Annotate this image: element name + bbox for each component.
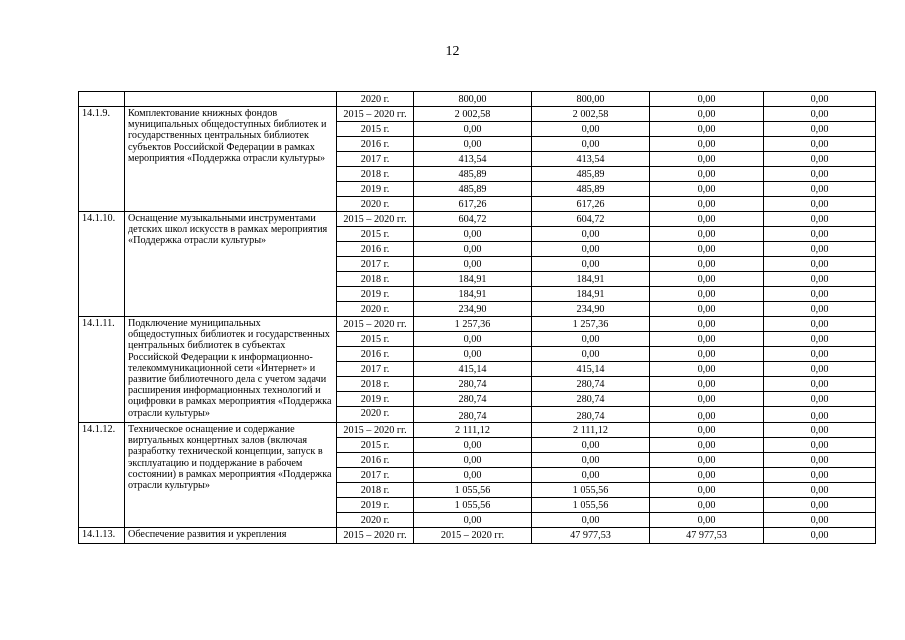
value-cell: 0,00 bbox=[414, 438, 532, 453]
value-cell: 0,00 bbox=[764, 182, 876, 197]
value-cell: 0,00 bbox=[414, 227, 532, 242]
value-cell: 0,00 bbox=[764, 272, 876, 287]
value-cell: 1 257,36 bbox=[414, 317, 532, 332]
value-cell: 0,00 bbox=[764, 197, 876, 212]
value-cell: 617,26 bbox=[414, 197, 532, 212]
value-cell: 0,00 bbox=[764, 347, 876, 362]
value-cell: 0,00 bbox=[414, 513, 532, 528]
year-cell: 2020 г. bbox=[337, 407, 414, 423]
value-cell: 485,89 bbox=[532, 182, 650, 197]
value-cell: 0,00 bbox=[650, 302, 764, 317]
value-cell: 0,00 bbox=[650, 407, 764, 423]
value-cell: 0,00 bbox=[650, 227, 764, 242]
value-cell: 0,00 bbox=[764, 167, 876, 182]
value-cell: 2 111,12 bbox=[532, 423, 650, 438]
value-cell: 0,00 bbox=[414, 332, 532, 347]
value-cell: 1 055,56 bbox=[414, 498, 532, 513]
value-cell: 0,00 bbox=[532, 513, 650, 528]
value-cell: 280,74 bbox=[414, 407, 532, 423]
value-cell: 0,00 bbox=[650, 182, 764, 197]
value-cell: 0,00 bbox=[764, 257, 876, 272]
value-cell: 800,00 bbox=[414, 92, 532, 107]
year-cell: 2015 – 2020 гг. bbox=[337, 317, 414, 332]
value-cell: 2 002,58 bbox=[414, 107, 532, 122]
value-cell: 280,74 bbox=[532, 392, 650, 407]
year-cell: 2020 г. bbox=[337, 92, 414, 107]
value-cell: 1 055,56 bbox=[414, 483, 532, 498]
value-cell: 0,00 bbox=[764, 453, 876, 468]
value-cell: 0,00 bbox=[764, 152, 876, 167]
year-cell: 2018 г. bbox=[337, 167, 414, 182]
table-row bbox=[79, 107, 876, 122]
value-cell: 0,00 bbox=[764, 137, 876, 152]
year-cell: 2017 г. bbox=[337, 152, 414, 167]
value-cell: 0,00 bbox=[764, 528, 876, 544]
value-cell: 184,91 bbox=[532, 287, 650, 302]
value-cell: 0,00 bbox=[764, 423, 876, 438]
value-cell: 0,00 bbox=[650, 332, 764, 347]
value-cell: 0,00 bbox=[650, 423, 764, 438]
table-row bbox=[79, 528, 876, 544]
value-cell: 0,00 bbox=[764, 483, 876, 498]
value-cell: 1 055,56 bbox=[532, 498, 650, 513]
year-cell: 2018 г. bbox=[337, 272, 414, 287]
value-cell: 0,00 bbox=[764, 92, 876, 107]
value-cell: 0,00 bbox=[650, 468, 764, 483]
value-cell: 0,00 bbox=[650, 347, 764, 362]
value-cell: 234,90 bbox=[414, 302, 532, 317]
year-cell: 2015 – 2020 гг. bbox=[337, 423, 414, 438]
year-cell: 2017 г. bbox=[337, 468, 414, 483]
year-cell: 2019 г. bbox=[337, 182, 414, 197]
value-cell: 280,74 bbox=[414, 377, 532, 392]
year-cell: 2015 – 2020 гг. bbox=[337, 107, 414, 122]
value-cell: 0,00 bbox=[764, 227, 876, 242]
value-cell: 0,00 bbox=[650, 362, 764, 377]
value-cell: 415,14 bbox=[532, 362, 650, 377]
year-cell: 2015 г. bbox=[337, 122, 414, 137]
value-cell: 0,00 bbox=[650, 483, 764, 498]
value-cell: 415,14 bbox=[414, 362, 532, 377]
value-cell: 485,89 bbox=[532, 167, 650, 182]
value-cell: 0,00 bbox=[414, 137, 532, 152]
value-cell: 0,00 bbox=[650, 257, 764, 272]
value-cell: 234,90 bbox=[532, 302, 650, 317]
value-cell: 0,00 bbox=[532, 332, 650, 347]
value-cell: 0,00 bbox=[532, 122, 650, 137]
value-cell: 0,00 bbox=[414, 122, 532, 137]
value-cell: 0,00 bbox=[764, 362, 876, 377]
value-cell: 2015 – 2020 гг. bbox=[414, 528, 532, 544]
value-cell: 280,74 bbox=[532, 407, 650, 423]
page-number: 12 bbox=[445, 44, 460, 59]
year-cell: 2019 г. bbox=[337, 498, 414, 513]
year-cell: 2017 г. bbox=[337, 257, 414, 272]
value-cell: 0,00 bbox=[764, 407, 876, 423]
value-cell: 2 111,12 bbox=[414, 423, 532, 438]
value-cell: 2 002,58 bbox=[532, 107, 650, 122]
table-row bbox=[79, 317, 876, 332]
value-cell: 413,54 bbox=[532, 152, 650, 167]
value-cell: 0,00 bbox=[414, 257, 532, 272]
value-cell: 0,00 bbox=[764, 122, 876, 137]
value-cell: 485,89 bbox=[414, 182, 532, 197]
value-cell: 0,00 bbox=[414, 468, 532, 483]
value-cell: 280,74 bbox=[414, 392, 532, 407]
value-cell: 0,00 bbox=[650, 392, 764, 407]
value-cell: 0,00 bbox=[650, 92, 764, 107]
table-row bbox=[79, 212, 876, 227]
year-cell: 2016 г. bbox=[337, 242, 414, 257]
item-description: Обеспечение развития и укрепления bbox=[125, 528, 337, 544]
value-cell: 0,00 bbox=[764, 513, 876, 528]
year-cell: 2015 г. bbox=[337, 438, 414, 453]
value-cell: 0,00 bbox=[650, 137, 764, 152]
value-cell: 413,54 bbox=[414, 152, 532, 167]
value-cell: 0,00 bbox=[650, 513, 764, 528]
item-description: Оснащение музыкальными инструментами детских школ искусств в рамках мероприятия «Поддержка отрасли культуры» bbox=[125, 212, 337, 317]
year-cell: 2016 г. bbox=[337, 453, 414, 468]
value-cell: 0,00 bbox=[532, 137, 650, 152]
value-cell: 0,00 bbox=[650, 242, 764, 257]
value-cell: 0,00 bbox=[764, 438, 876, 453]
item-description: Техническое оснащение и содержание виртуальных концертных залов (включая разработку технической концепции, запуск в эксплуатацию и поддержание в рабочем состоянии) в рамках мероприятия «Поддержка отрасли культуры» bbox=[125, 423, 337, 528]
value-cell: 0,00 bbox=[532, 438, 650, 453]
table-row bbox=[79, 92, 876, 107]
value-cell: 0,00 bbox=[650, 107, 764, 122]
value-cell: 617,26 bbox=[532, 197, 650, 212]
value-cell: 0,00 bbox=[650, 453, 764, 468]
year-cell: 2016 г. bbox=[337, 347, 414, 362]
value-cell: 0,00 bbox=[532, 242, 650, 257]
item-description: Подключение муниципальных общедоступных библиотек и государственных центральных библиотек в субъектах Российской Федерации к информационно-телекоммуникационной сети «Интернет» и развитие библиотечного дела с учетом задачи расширения информационных технологий и оцифровки в рамках мероприятия «Поддержка отрасли культуры» bbox=[125, 317, 337, 423]
year-cell: 2016 г. bbox=[337, 137, 414, 152]
value-cell: 0,00 bbox=[764, 242, 876, 257]
year-cell: 2017 г. bbox=[337, 362, 414, 377]
year-cell: 2015 – 2020 гг. bbox=[337, 528, 414, 544]
value-cell: 800,00 bbox=[532, 92, 650, 107]
value-cell: 0,00 bbox=[650, 197, 764, 212]
value-cell: 0,00 bbox=[764, 498, 876, 513]
value-cell: 0,00 bbox=[532, 257, 650, 272]
value-cell: 184,91 bbox=[532, 272, 650, 287]
value-cell: 0,00 bbox=[764, 287, 876, 302]
item-description: Комплектование книжных фондов муниципальных общедоступных библиотек и государственных центральных библиотек субъектов Российской Федерации в рамках мероприятия «Поддержка отрасли культуры» bbox=[125, 107, 337, 212]
value-cell: 0,00 bbox=[650, 152, 764, 167]
value-cell: 0,00 bbox=[650, 287, 764, 302]
value-cell: 0,00 bbox=[764, 392, 876, 407]
value-cell: 0,00 bbox=[764, 302, 876, 317]
value-cell: 0,00 bbox=[764, 377, 876, 392]
year-cell: 2018 г. bbox=[337, 483, 414, 498]
year-cell: 2020 г. bbox=[337, 513, 414, 528]
item-code: 14.1.9. bbox=[79, 107, 125, 212]
value-cell: 604,72 bbox=[532, 212, 650, 227]
value-cell: 47 977,53 bbox=[650, 528, 764, 544]
value-cell: 1 055,56 bbox=[532, 483, 650, 498]
year-cell: 2015 г. bbox=[337, 332, 414, 347]
value-cell: 0,00 bbox=[764, 212, 876, 227]
year-cell: 2020 г. bbox=[337, 302, 414, 317]
description-cell bbox=[125, 92, 337, 107]
value-cell: 0,00 bbox=[414, 347, 532, 362]
value-cell: 184,91 bbox=[414, 272, 532, 287]
value-cell: 0,00 bbox=[650, 167, 764, 182]
year-cell: 2020 г. bbox=[337, 197, 414, 212]
year-cell: 2015 г. bbox=[337, 227, 414, 242]
value-cell: 47 977,53 bbox=[532, 528, 650, 544]
value-cell: 0,00 bbox=[650, 212, 764, 227]
value-cell: 0,00 bbox=[764, 468, 876, 483]
value-cell: 0,00 bbox=[650, 498, 764, 513]
value-cell: 604,72 bbox=[414, 212, 532, 227]
year-cell: 2015 – 2020 гг. bbox=[337, 212, 414, 227]
year-cell: 2018 г. bbox=[337, 377, 414, 392]
value-cell: 280,74 bbox=[532, 377, 650, 392]
item-code: 14.1.10. bbox=[79, 212, 125, 317]
value-cell: 0,00 bbox=[532, 227, 650, 242]
value-cell: 0,00 bbox=[764, 332, 876, 347]
value-cell: 0,00 bbox=[414, 242, 532, 257]
value-cell: 0,00 bbox=[650, 377, 764, 392]
value-cell: 0,00 bbox=[650, 122, 764, 137]
value-cell: 485,89 bbox=[414, 167, 532, 182]
budget-table bbox=[78, 91, 876, 544]
value-cell: 184,91 bbox=[414, 287, 532, 302]
value-cell: 0,00 bbox=[650, 438, 764, 453]
value-cell: 0,00 bbox=[764, 317, 876, 332]
code-cell bbox=[79, 92, 125, 107]
value-cell: 0,00 bbox=[650, 272, 764, 287]
item-code: 14.1.12. bbox=[79, 423, 125, 528]
value-cell: 0,00 bbox=[532, 468, 650, 483]
value-cell: 0,00 bbox=[532, 347, 650, 362]
value-cell: 0,00 bbox=[532, 453, 650, 468]
table-row bbox=[79, 423, 876, 438]
value-cell: 0,00 bbox=[650, 317, 764, 332]
value-cell: 0,00 bbox=[414, 453, 532, 468]
item-code: 14.1.13. bbox=[79, 528, 125, 544]
year-cell: 2019 г. bbox=[337, 392, 414, 407]
value-cell: 0,00 bbox=[764, 107, 876, 122]
item-code: 14.1.11. bbox=[79, 317, 125, 423]
year-cell: 2019 г. bbox=[337, 287, 414, 302]
value-cell: 1 257,36 bbox=[532, 317, 650, 332]
